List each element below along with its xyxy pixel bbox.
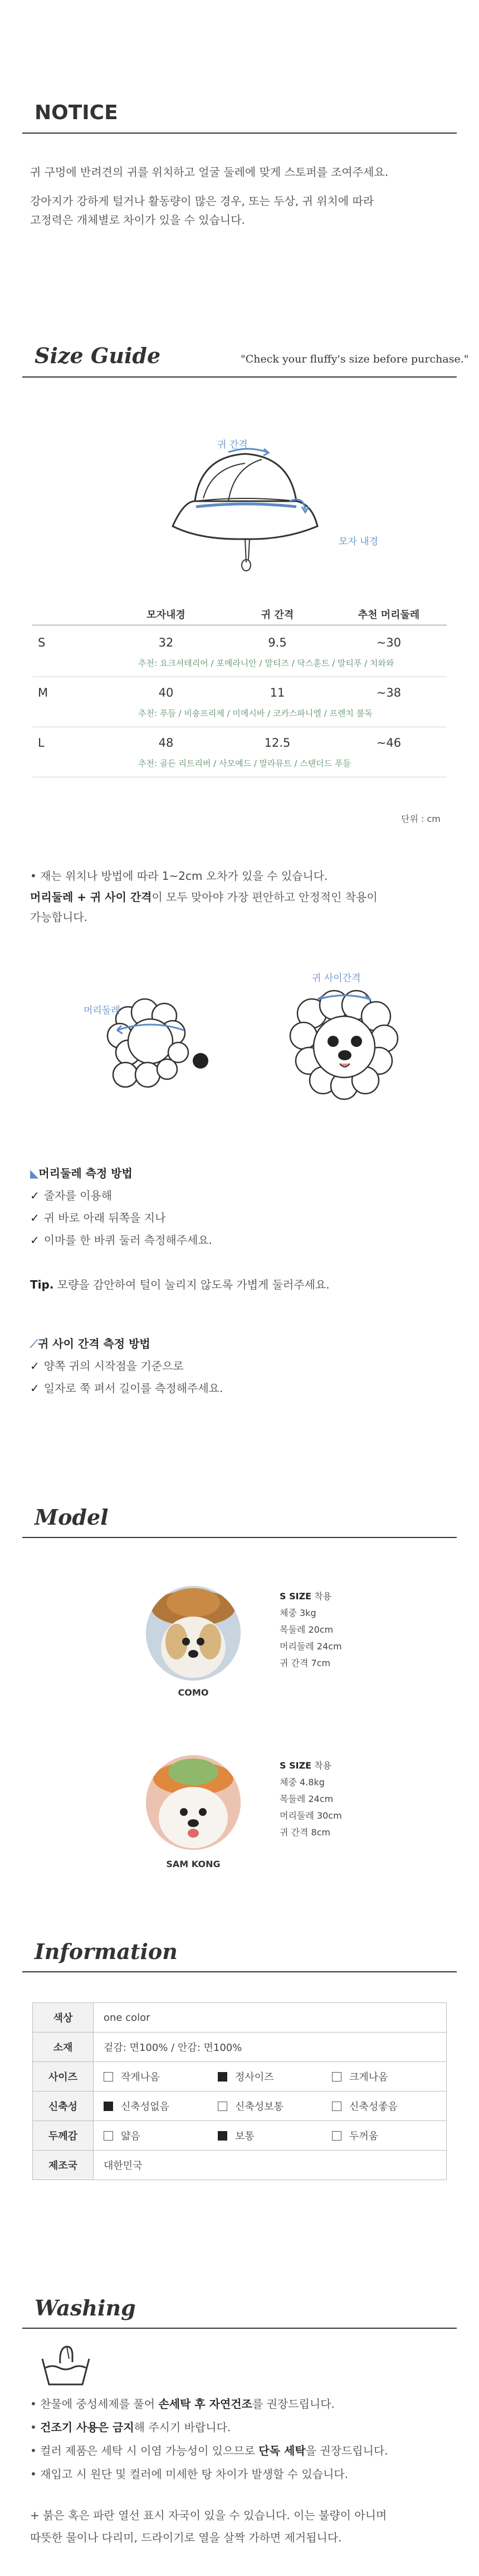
size-m-ear: 11 <box>270 686 285 699</box>
hat-ear-gap-label: 귀 간격 <box>217 439 248 450</box>
model-name-como: COMO <box>178 1687 209 1698</box>
size-note-2-bold: 머리둘레 + 귀 사이 간격 <box>30 890 152 904</box>
size-guide-tagline: "Check your fluffy's size before purchase." <box>241 353 469 365</box>
ear-step-2-text: 일자로 쭉 펴서 길이를 측정해주세요. <box>43 1382 223 1395</box>
size-options <box>94 2062 447 2092</box>
bullet: • <box>30 869 37 883</box>
info-row-material <box>33 2033 447 2062</box>
check-icon: ✓ <box>30 1359 40 1373</box>
wash-bullet-3: • 컬러 제품은 세탁 시 이염 가능성이 있으므로 단독 세탁을 권장드립니다. <box>30 2444 388 2457</box>
ear-measure-title-text: 귀 사이 간격 측정 방법 <box>38 1337 150 1350</box>
model-name-samkong: SAM KONG <box>166 1859 221 1869</box>
samkong-size-label: S SIZE <box>280 1760 312 1771</box>
como-head: 머리둘레 24cm <box>280 1641 342 1652</box>
notice-line-1: 귀 구멍에 반려견의 귀를 위치하고 얼굴 둘레에 맞게 스토퍼를 조여주세요. <box>30 165 389 179</box>
material-label: 소재 <box>33 2033 94 2062</box>
como-size-label: S SIZE <box>280 1591 312 1602</box>
size-l-breeds: 추천: 골든 리트리버 / 사모예드 / 말라뮤트 / 스탠더드 푸들 <box>138 758 351 768</box>
ear-step-1 <box>30 1356 184 1375</box>
checkbox-filled-icon <box>104 2102 113 2111</box>
size-s-ear: 9.5 <box>268 636 287 649</box>
como-ear: 귀 간격 7cm <box>280 1658 331 1668</box>
info-table <box>32 2002 447 2180</box>
wash-b4: 재입고 시 원단 및 컬러에 미세한 탕 차이가 발생할 수 있습니다. <box>40 2467 349 2481</box>
head-step-3-text: 이마를 한 바퀴 둘러 측정해주세요. <box>43 1233 213 1247</box>
head-step-3 <box>30 1231 212 1250</box>
check-icon: ✓ <box>30 1382 40 1395</box>
size-row-s <box>32 627 447 677</box>
samkong-ear: 귀 간격 8cm <box>280 1827 331 1838</box>
samkong-neck: 목둘레 24cm <box>280 1794 334 1804</box>
bucket-hat-illustration <box>150 429 334 596</box>
size-note-1-text: 재는 위치나 방법에 따라 1~2cm 오차가 있을 수 있습니다. <box>40 869 328 883</box>
size-opt-small: 작게나옴 <box>104 2069 218 2084</box>
col-head-girth: 추천 머리둘레 <box>358 609 420 621</box>
wash-b2-c: 해 주시기 바랍니다. <box>134 2421 231 2434</box>
size-m-inner: 40 <box>158 686 174 699</box>
tip-text: 모량을 감안하여 털이 눌리지 않도록 가볍게 둘러주세요. <box>57 1278 330 1291</box>
size-l-head: ~46 <box>376 736 402 750</box>
checkbox-filled-icon <box>218 2131 227 2141</box>
dog-photo-samkong <box>146 1755 241 1850</box>
size-table <box>32 627 447 777</box>
size-label: 사이즈 <box>33 2062 94 2092</box>
ruler-icon: ⟋ <box>30 1337 38 1350</box>
head-step-1 <box>30 1186 112 1205</box>
checkbox-empty-icon <box>332 2102 341 2111</box>
como-size <box>280 1588 342 1605</box>
material-value: 겉감: 면100% / 안감: 면100% <box>94 2033 447 2062</box>
col-ear-gap: 귀 간격 <box>261 609 294 621</box>
info-row-origin <box>33 2151 447 2180</box>
ear-step-1-text: 양쪽 귀의 시작점을 기준으로 <box>43 1359 184 1373</box>
head-measure-title <box>30 1164 133 1183</box>
model-info-como <box>280 1588 342 1672</box>
size-row-m <box>32 677 447 727</box>
origin-label: 제조국 <box>33 2151 94 2180</box>
thick-opt-thin: 얇음 <box>104 2128 218 2143</box>
thick-opt-thick: 두꺼움 <box>332 2128 446 2143</box>
washing-title: Washing <box>35 2295 136 2320</box>
model-photo-como <box>146 1586 241 1681</box>
checkbox-filled-icon <box>218 2072 227 2082</box>
color-value: one color <box>94 2003 447 2033</box>
info-row-stretch <box>33 2092 447 2121</box>
size-s-inner: 32 <box>158 636 174 649</box>
tip-label: Tip. <box>30 1278 54 1291</box>
checkbox-empty-icon <box>104 2072 113 2082</box>
samkong-weight: 체중 4.8kg <box>280 1777 325 1787</box>
col-hat-inner: 모자내경 <box>146 609 185 621</box>
stretch-opt-good: 신축성좋음 <box>332 2099 446 2113</box>
como-neck: 목둘레 20cm <box>280 1624 334 1635</box>
size-l-ear: 12.5 <box>264 736 291 750</box>
hand-wash-icon <box>38 2342 94 2389</box>
model-info-samkong <box>280 1757 342 1841</box>
checkbox-empty-icon <box>332 2072 341 2082</box>
size-l-label: L <box>38 736 45 750</box>
size-opt-true: 정사이즈 <box>218 2069 332 2084</box>
wash-b3-c: 을 권장드립니다. <box>305 2444 388 2457</box>
model-photo-samkong <box>146 1755 241 1850</box>
unit-note: 단위 : cm <box>401 814 441 824</box>
head-step-2 <box>30 1208 165 1227</box>
wash-b1-bold: 손세탁 후 자연건조 <box>158 2397 252 2411</box>
wash-b3-bold: 단독 세탁 <box>258 2444 306 2457</box>
dog-front-illustration <box>273 980 412 1114</box>
size-s-breeds: 추천: 요크셔테리어 / 포메라니안 / 말티즈 / 닥스훈트 / 말티푸 / 치와와 <box>138 658 394 668</box>
size-guide-rule <box>22 376 457 378</box>
ear-step-2 <box>30 1379 223 1398</box>
head-step-2-text: 귀 바로 아래 뒤쪽을 지나 <box>43 1211 166 1225</box>
info-row-color <box>33 2003 447 2033</box>
wash-b1-c: 를 권장드립니다. <box>252 2397 335 2411</box>
samkong-size <box>280 1757 342 1774</box>
notice-title: NOTICE <box>35 101 118 124</box>
info-row-size <box>33 2062 447 2092</box>
wash-note-2: 따뜻한 물이나 다리미, 드라이기로 열을 살짝 가하면 제거됩니다. <box>30 2531 342 2544</box>
size-note-1 <box>30 866 328 885</box>
samkong-head: 머리둘레 30cm <box>280 1810 342 1821</box>
dog-photo-como <box>146 1586 241 1681</box>
washing-rule <box>22 2328 457 2329</box>
size-opt-large: 크게나옴 <box>332 2069 446 2084</box>
checkbox-empty-icon <box>332 2131 341 2141</box>
notice-line-2: 강아지가 강하게 털거나 활동량이 많은 경우, 또는 두상, 귀 위치에 따라 <box>30 194 374 208</box>
head-step-1-text: 줄자를 이용해 <box>43 1189 113 1202</box>
hat-inner-label: 모자 내경 <box>339 536 379 547</box>
size-m-label: M <box>38 686 48 699</box>
information-rule <box>22 1971 457 1972</box>
samkong-wear: 착용 <box>314 1760 332 1771</box>
como-weight: 체중 3kg <box>280 1608 316 1618</box>
wash-bullet-4: • 재입고 시 원단 및 컬러에 미세한 탕 차이가 발생할 수 있습니다. <box>30 2467 349 2481</box>
wash-note-1: + 붉은 혹은 파란 열선 표시 자국이 있을 수 있습니다. 이는 불량이 아니며 <box>30 2509 387 2522</box>
stretch-label: 신축성 <box>33 2092 94 2121</box>
thick-options <box>94 2121 447 2151</box>
size-table-header <box>32 607 447 624</box>
check-icon: ✓ <box>30 1189 40 1202</box>
head-tip <box>30 1275 330 1294</box>
dog-ears-label: 귀 사이간격 <box>312 973 361 984</box>
size-m-breeds: 추천: 푸들 / 비숑프리제 / 미메시바 / 코카스파니엘 / 프렌치 불독 <box>138 708 373 718</box>
wash-b2-bold: 건조기 사용은 금지 <box>40 2421 134 2434</box>
notice-rule <box>22 133 457 134</box>
stretch-options <box>94 2092 447 2121</box>
wash-b3-a: 컬러 제품은 세탁 시 이염 가능성이 있으므로 <box>40 2444 259 2457</box>
size-guide-title: Size Guide <box>35 343 161 368</box>
ear-measure-title <box>30 1334 150 1353</box>
thick-label: 두께감 <box>33 2121 94 2151</box>
size-note-2 <box>30 888 378 907</box>
origin-value: 대한민국 <box>94 2151 447 2180</box>
info-row-thickness <box>33 2121 447 2151</box>
head-measure-title-text: 머리둘레 측정 방법 <box>38 1167 133 1180</box>
stretch-opt-none: 신축성없음 <box>104 2099 218 2113</box>
stretch-opt-normal: 신축성보통 <box>218 2099 332 2113</box>
size-note-2-rest: 이 모두 맞아야 가장 편안하고 안정적인 착용이 <box>151 890 378 904</box>
wash-bullet-1: • 찬물에 중성세제를 풀어 손세탁 후 자연건조를 권장드립니다. <box>30 2397 335 2411</box>
size-row-l <box>32 727 447 777</box>
size-s-head: ~30 <box>376 636 402 649</box>
wash-b1-a: 찬물에 중성세제를 풀어 <box>40 2397 159 2411</box>
dog-head-label: 머리둘레 <box>84 1005 120 1016</box>
notice-line-3: 고정력은 개체별로 차이가 있을 수 있습니다. <box>30 213 245 227</box>
check-icon: ✓ <box>30 1233 40 1247</box>
check-icon: ✓ <box>30 1211 40 1225</box>
color-label: 색상 <box>33 2003 94 2033</box>
size-s-label: S <box>38 636 46 649</box>
thick-opt-normal: 보통 <box>218 2128 332 2143</box>
size-m-head: ~38 <box>376 686 402 699</box>
checkbox-empty-icon <box>104 2131 113 2141</box>
model-rule <box>22 1537 457 1538</box>
checkbox-empty-icon <box>218 2102 227 2111</box>
measure-tape-icon: ◣ <box>30 1167 39 1180</box>
size-note-2-line2: 가능합니다. <box>30 910 87 924</box>
information-title: Information <box>35 1939 178 1964</box>
como-wear: 착용 <box>314 1591 332 1602</box>
wash-bullet-2: • 건조기 사용은 금지해 주시기 바랍니다. <box>30 2421 231 2434</box>
model-title: Model <box>35 1505 109 1530</box>
size-l-inner: 48 <box>158 736 174 750</box>
